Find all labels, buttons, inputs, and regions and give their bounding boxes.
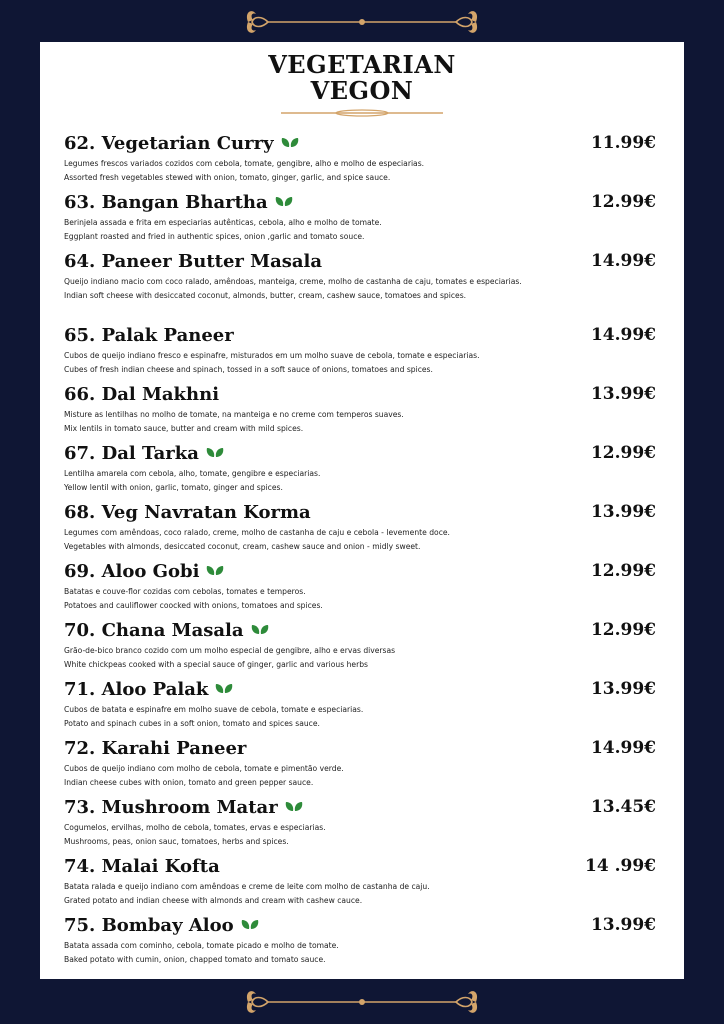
menu-item-header (64, 676, 660, 704)
vegan-leaf-icon (274, 192, 294, 213)
dish-price: 14 .99€ (585, 856, 656, 876)
menu-items (64, 130, 660, 971)
dish-description-en: Cubes of fresh indian cheese and spinach, tossed in a soft sauce of onions, tomatoes and spices. (64, 365, 433, 374)
menu-item-header (64, 381, 660, 409)
dish-description-en: Assorted fresh vegetables stewed with onion, tomato, ginger, garlic, and spice sauce. (64, 173, 391, 182)
menu-item (64, 735, 660, 794)
dish-description-en: Indian soft cheese with desiccated coconut, almonds, butter, cream, cashew sauce, tomatoes and spices. (64, 291, 467, 300)
dish-name-text: 63. Bangan Bhartha (64, 192, 268, 213)
dish-description-pt: Grão-de-bico branco cozido com um molho especial de gengibre, alho e ervas diversas (64, 646, 396, 655)
vegan-leaf-icon (205, 443, 225, 464)
dish-price: 12.99€ (590, 443, 656, 463)
dish-name (64, 915, 260, 937)
vegan-leaf-icon (250, 620, 270, 641)
dish-name (64, 620, 270, 642)
dish-price: 11.99€ (590, 133, 656, 153)
dish-description-en: Yellow lentil with onion, garlic, tomato, ginger and spices. (64, 483, 283, 492)
menu-item (64, 130, 660, 189)
menu-item-header (64, 617, 660, 645)
dish-name-text: 64. Paneer Butter Masala (64, 251, 323, 272)
title-line-2: VEGON (310, 76, 414, 105)
dish-price: 12.99€ (590, 561, 656, 581)
menu-item (64, 248, 660, 322)
dish-name (64, 679, 234, 701)
dish-name (64, 325, 234, 346)
dish-name-text: 66. Dal Makhni (64, 384, 220, 405)
menu-item (64, 853, 660, 912)
menu-item-header (64, 189, 660, 217)
dish-name-text: 68. Veg Navratan Korma (64, 502, 311, 523)
dish-description-pt: Legumes com amêndoas, coco ralado, creme, molho de castanha de caju e cebola - levemente doce. (64, 528, 450, 537)
dish-description-en: Vegetables with almonds, desiccated coconut, cream, cashew sauce and onion - midly sweet. (64, 542, 421, 551)
menu-item (64, 676, 660, 735)
bottom-ornament (0, 982, 724, 1022)
vegan-leaf-icon (284, 797, 304, 818)
menu-item (64, 912, 660, 971)
dish-description-en: Indian cheese cubes with onion, tomato and green pepper sauce. (64, 778, 314, 787)
dish-price: 12.99€ (590, 620, 656, 640)
dish-description-pt: Lentilha amarela com cebola, alho, tomate, gengibre e especiarias. (64, 469, 321, 478)
dish-price: 13.99€ (590, 679, 656, 699)
menu-item-header (64, 440, 660, 468)
dish-description-en: Baked potato with cumin, onion, chapped tomato and tomato sauce. (64, 955, 326, 964)
dish-name-text: 75. Bombay Aloo (64, 915, 234, 936)
dish-description-pt: Legumes frescos variados cozidos com cebola, tomate, gengibre, alho e molho de especiarias. (64, 159, 425, 168)
dish-description-pt: Berinjela assada e frita em especiarias autênticas, cebola, alho e molho de tomate. (64, 218, 382, 227)
menu-item (64, 558, 660, 617)
dish-description-en: Grated potato and indian cheese with almonds and cream with cashew cauce. (64, 896, 363, 905)
vegan-leaf-icon (205, 561, 225, 582)
dish-name-text: 74. Malai Kofta (64, 856, 220, 877)
menu-item-header (64, 912, 660, 940)
dish-price: 13.99€ (590, 502, 656, 522)
menu-sheet (40, 42, 684, 979)
menu-item-header (64, 322, 660, 350)
dish-description-pt: Batata assada com cominho, cebola, tomate picado e molho de tomate. (64, 941, 339, 950)
menu-item (64, 322, 660, 381)
menu-item-header (64, 735, 660, 763)
vegan-leaf-icon (214, 679, 234, 700)
menu-item-header (64, 794, 660, 822)
menu-item-header (64, 499, 660, 527)
dish-name (64, 133, 300, 155)
dish-description-pt: Misture as lentilhas no molho de tomate, na manteiga e no creme com temperos suaves. (64, 410, 404, 419)
dish-name (64, 561, 225, 583)
dish-description-pt: Cubos de queijo indiano com molho de cebola, tomate e pimentão verde. (64, 764, 344, 773)
dish-name (64, 443, 225, 465)
dish-price: 14.99€ (590, 251, 656, 271)
dish-price: 12.99€ (590, 192, 656, 212)
menu-item-header (64, 558, 660, 586)
dish-name (64, 856, 220, 877)
dish-description-pt: Batatas e couve-flor cozidas com cebolas, tomates e temperos. (64, 587, 306, 596)
dish-price: 13.45€ (590, 797, 656, 817)
menu-item (64, 440, 660, 499)
dish-description-en: Mushrooms, peas, onion sauc, tomatoes, herbs and spices. (64, 837, 289, 846)
dish-name-text: 65. Palak Paneer (64, 325, 234, 346)
dish-name-text: 71. Aloo Palak (64, 679, 209, 700)
menu-item (64, 499, 660, 558)
vegan-leaf-icon (280, 133, 300, 154)
menu-item (64, 381, 660, 440)
menu-item-header (64, 130, 660, 158)
dish-name (64, 738, 246, 759)
dish-price: 13.99€ (590, 384, 656, 404)
dish-description-en: Potatoes and cauliflower coocked with onions, tomatoes and spices. (64, 601, 323, 610)
title-divider-ornament (277, 108, 447, 118)
dish-price: 13.99€ (590, 915, 656, 935)
top-ornament (0, 2, 724, 42)
menu-item-header (64, 248, 660, 276)
dish-name (64, 384, 219, 405)
dish-name-text: 67. Dal Tarka (64, 443, 199, 464)
dish-name-text: 72. Karahi Paneer (64, 738, 247, 759)
menu-heading (40, 52, 684, 118)
dish-description-en: Mix lentils in tomato sauce, butter and cream with mild spices. (64, 424, 304, 433)
dish-description-en: White chickpeas cooked with a special sauce of ginger, garlic and various herbs (64, 660, 368, 669)
dish-description-en: Eggplant roasted and fried in authentic spices, onion ,garlic and tomato souce. (64, 232, 365, 241)
menu-item (64, 794, 660, 853)
dish-name-text: 73. Mushroom Matar (64, 797, 278, 818)
dish-name (64, 797, 304, 819)
dish-name (64, 251, 322, 272)
dish-name-text: 62. Vegetarian Curry (64, 133, 274, 154)
title-line-1: VEGETARIAN (268, 50, 456, 79)
dish-name (64, 502, 311, 523)
dish-price: 14.99€ (590, 325, 656, 345)
vegan-leaf-icon (240, 915, 260, 936)
dish-name (64, 192, 294, 214)
dish-description-pt: Queijo indiano macio com coco ralado, amêndoas, manteiga, creme, molho de castanha de caju, tomates e especiarias. (64, 277, 522, 286)
dish-name-text: 70. Chana Masala (64, 620, 244, 641)
menu-item-header (64, 853, 660, 881)
dish-description-pt: Cubos de batata e espinafre em molho suave de cebola, tomate e especiarias. (64, 705, 364, 714)
dish-description-pt: Cogumelos, ervilhas, molho de cebola, tomates, ervas e especiarias. (64, 823, 326, 832)
menu-item (64, 189, 660, 248)
menu-item (64, 617, 660, 676)
dish-name-text: 69. Aloo Gobi (64, 561, 200, 582)
dish-description-pt: Cubos de queijo indiano fresco e espinafre, misturados em um molho suave de cebola, tomate e especiarias. (64, 351, 480, 360)
dish-price: 14.99€ (590, 738, 656, 758)
dish-description-pt: Batata ralada e queijo indiano com amêndoas e creme de leite com molho de castanha de caju. (64, 882, 430, 891)
dish-description-en: Potato and spinach cubes in a soft onion, tomato and spices sauce. (64, 719, 320, 728)
